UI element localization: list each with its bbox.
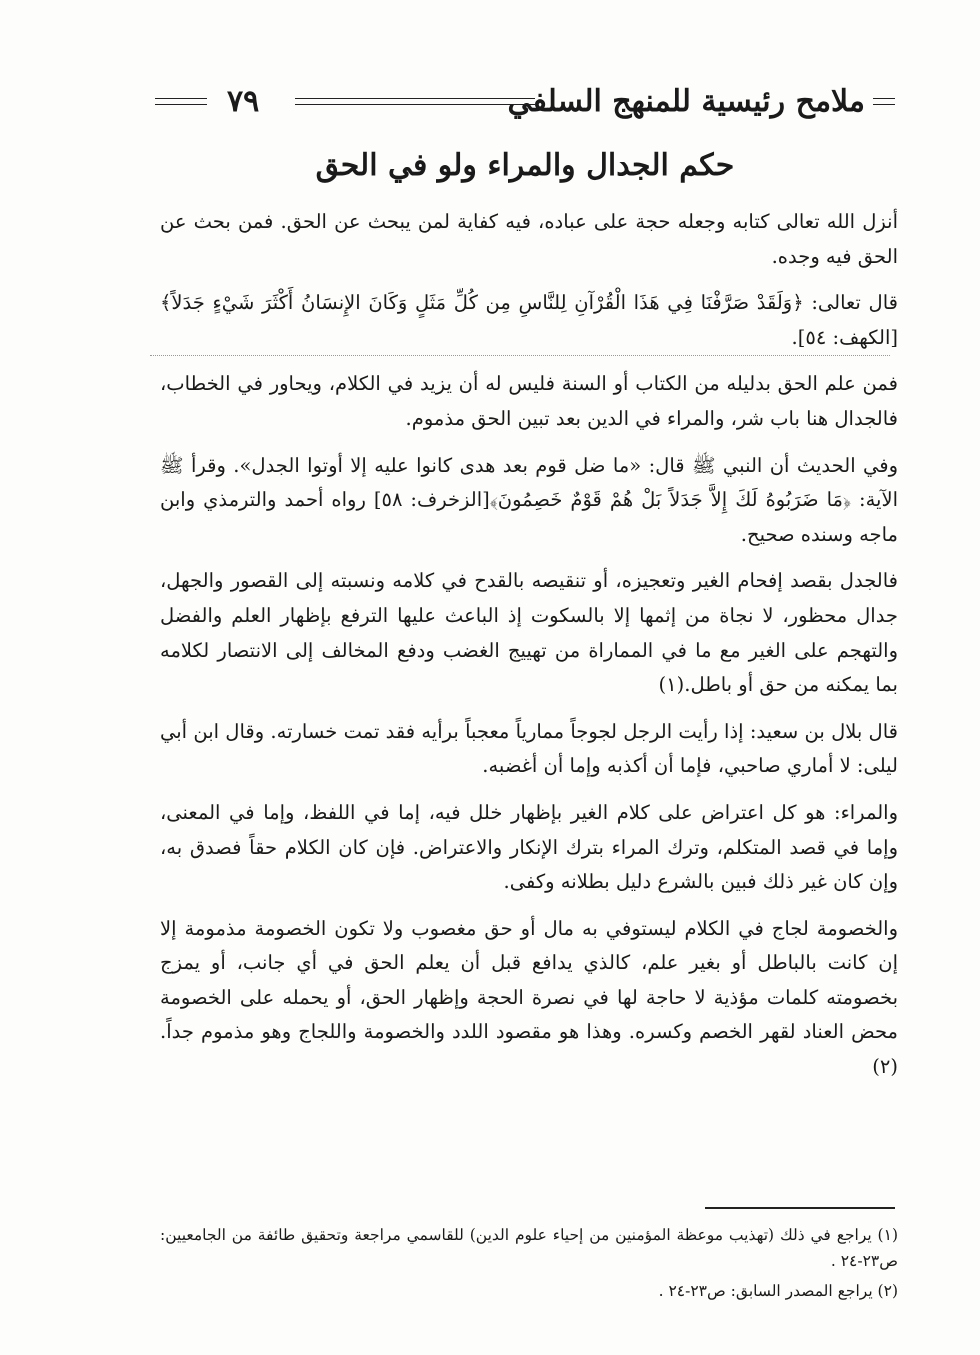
section-title: حكم الجدال والمراء ولو في الحق	[315, 148, 735, 183]
header-rule	[155, 98, 207, 99]
running-title: ملامح رئيسية للمنهج السلفي	[507, 84, 865, 119]
footnote-rule	[705, 1207, 895, 1209]
paragraph: والمراء: هو كل اعتراض على كلام الغير بإظهار خلل فيه، إما في اللفظ، وإما في المعنى، وإما في قصد المتكلم، وترك المراء بترك الإنكار والاعتراض. فإن كان الكلام حقاً فصدق به، وإن كان غير ذلك فبين بالشرع دليل بطلانه وكفى.	[160, 800, 898, 894]
paragraph: فالجدل بقصد إفحام الغير وتعجيزه، أو تنقيصه بالقدح في كلامه ونسبته إلى القصور والجهل، جدال محظور، لا نجاة من إثمها إلا بالسكوت إذ الباعث عليها الترفع بإظهار العلم والفضل والتهجم على الغير مع ما في المماراة من تهييج الغضب ودفع المخالف إلى الانتصار لكلامه بما يمكنه من حق أو باطل.(١)	[160, 569, 898, 697]
paragraph: فمن علم الحق بدليله من الكتاب أو السنة فليس له أن يزيد في الكلام، ويحاور في الخطاب، فالجدال هنا باب شر، والمراء في الدين بعد تبين الحق مذموم.	[160, 372, 898, 430]
paragraph: والخصومة لجاج في الكلام ليستوفي به مال أو حق مغصوب ولا تكون الخصومة مذمومة إلا إن كانت بالباطل أو بغير علم، كالذي يدافع قبل أن يعلم الحق في أي جانب، أو يمزج بخصومته كلمات مؤذية لا حاجة لها في نصرة الحجة وإظهار الحق، أو يحمله على الخصومة محض العناد لقهر الخصم وكسره. وهذا هو مقصود اللدد والخصومة واللجاج وهو مذموم جداً.(٢)	[160, 916, 898, 1079]
header-rule	[155, 104, 207, 105]
body-text	[160, 205, 898, 1097]
paragraph: قال تعالى: ﴿وَلَقَدْ صَرَّفْنَا فِي هَذَا الْقُرْآنِ لِلنَّاسِ مِن كُلِّ مَثَلٍ وَكَانَ الإِنسَانُ أَكْثَرَ شَيْءٍ جَدَلاً﴾[الكهف: ٥٤].	[160, 291, 898, 349]
header-rule	[295, 98, 535, 99]
footnote: (٢) يراجع المصدر السابق: ص٢٣-٢٤ .	[658, 1282, 898, 1300]
paragraph: قال بلال بن سعيد: إذا رأيت الرجل لجوجاً ممارياً معجباً برأيه فقد تمت خسارته. وقال ابن أبي ليلى: لا أماري صاحبي، فإما أن أكذبه وإما أن أغضبه.	[160, 719, 898, 778]
page-header	[155, 78, 895, 128]
header-rule	[873, 104, 895, 105]
paragraph-separator	[150, 355, 890, 356]
footnote: (١) يراجع في ذلك (تهذيب موعظة المؤمنين من إحياء علوم الدين) للقاسمي مراجعة وتحقيق طائفة من الجامعيين: ص٢٣-٢٤ .	[160, 1226, 898, 1270]
page-number: ٧٩	[227, 84, 260, 119]
header-rule	[873, 98, 895, 99]
paragraph: وفي الحديث أن النبي ﷺ قال: «ما ضل قوم بعد هدى كانوا عليه إلا أوتوا الجدل». وقرأ ﷺ الآية: ﴿مَا ضَرَبُوهُ لَكَ إِلاَّ جَدَلاً بَلْ هُمْ قَوْمٌ خَصِمُونَ﴾[الزخرف: ٥٨] رواه أحمد والترمذي وابن ماجه وسنده صحيح.	[160, 453, 898, 546]
paragraph: أنزل الله تعالى كتابه وجعله حجة على عباده، فيه كفاية لمن يبحث عن الحق. فمن بحث عن الحق فيه وجده.	[160, 210, 898, 268]
footnotes	[160, 1222, 898, 1308]
header-rule	[295, 104, 535, 105]
